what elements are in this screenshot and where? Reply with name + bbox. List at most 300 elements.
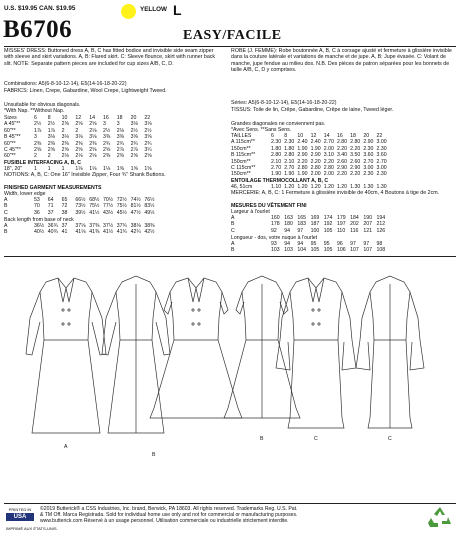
table-cell: 3.00 (376, 165, 387, 172)
table-cell: 180 (284, 221, 293, 228)
row-label: 150cm** (231, 145, 251, 152)
table-cell: 2.80 (284, 152, 295, 159)
row-label: B (4, 229, 8, 236)
table-cell: 97 (297, 227, 304, 234)
table-cell: 116 (350, 227, 359, 234)
table-cell: 2⅞ (130, 147, 138, 154)
row-label: 60"** (4, 153, 16, 160)
table-cell: 2⅜ (47, 140, 56, 147)
en-width-table (4, 197, 158, 216)
table-cell: 2⅝ (47, 147, 56, 154)
table-cell: 2.20 (336, 171, 348, 178)
table-cell: 2½ (102, 127, 111, 134)
table-cell: 2⅜ (102, 153, 111, 160)
table-row (4, 153, 158, 159)
table-cell: 104 (297, 247, 307, 254)
table-cell: 103 (271, 247, 280, 254)
table-cell: 2⅞ (116, 147, 124, 154)
fr-size: 22 (376, 133, 383, 139)
table-cell: 169 (310, 215, 320, 221)
table-cell: 3.50 (350, 152, 361, 159)
table-cell: 2.30 (284, 139, 295, 146)
table-cell: 2.70 (271, 165, 282, 172)
table-cell: 2⅝ (34, 147, 42, 154)
table-cell: 3⅝ (130, 134, 138, 141)
dress-a-back-drawing (102, 276, 170, 433)
table-row (4, 229, 158, 235)
table-cell: 97 (363, 241, 370, 247)
table-cell: 2.80 (323, 165, 334, 172)
table-cell: 2⅝ (61, 121, 69, 128)
table-cell: 3⅛ (61, 134, 69, 141)
table-cell: 72½ (116, 197, 127, 203)
en-size: 14 (89, 115, 95, 121)
en-size: 20 (130, 115, 137, 121)
en-back-table (4, 223, 158, 236)
fr-size: 8 (284, 133, 288, 139)
table-cell: 37½ (102, 223, 114, 229)
table-cell: 2¾ (144, 140, 152, 147)
table-cell: 2.60 (350, 158, 361, 165)
recycle-icon (428, 506, 452, 528)
en-size: 22 (144, 115, 151, 121)
table-cell: 105 (310, 247, 320, 254)
table-cell: 2.70 (363, 158, 374, 165)
table-cell: 2⅝ (89, 147, 97, 154)
fr-yardage-table (231, 133, 390, 178)
size-letter: L (173, 2, 182, 18)
fr-size: 12 (310, 133, 317, 139)
table-cell: 1⅞ (34, 127, 42, 134)
yellow-dot-icon (121, 4, 136, 19)
table-cell: 2.90 (336, 165, 348, 172)
table-cell: 93 (271, 241, 277, 247)
table-cell: 2.60 (336, 158, 348, 165)
table-cell: 94 (284, 227, 290, 234)
en-size: 6 (34, 115, 37, 121)
table-cell: 2 (34, 153, 37, 160)
row-label: B 115cm** (231, 152, 256, 159)
table-cell: 2.80 (336, 139, 348, 146)
en-notions: NOTIONS: A, B, C: One 16" Invisible Zipper, Four ¾" Shank Buttons. (4, 172, 166, 178)
row-label: A 115cm** (231, 139, 255, 146)
table-cell: 2⅛ (116, 127, 124, 134)
table-cell: 2.00 (310, 171, 321, 178)
en-description: MISSES' DRESS: Buttoned dress A, B, C has fitted bodice and invisible side seam zipper with sleeve and skirt variations. A, B: Flared skirt. C: Sleeve flounce, skirt with runner back slit. NOTE: Separate pattern pieces are included for cup sizes A/B, C, D. (4, 48, 216, 67)
row-label: 60"** (4, 140, 16, 147)
row-label: B 45"** (4, 134, 21, 141)
table-cell: 2⅜ (75, 140, 83, 147)
table-cell: 107 (350, 247, 359, 254)
table-cell: 71 (47, 203, 54, 210)
table-cell: 96 (336, 241, 343, 247)
table-cell: 2.80 (350, 139, 361, 146)
table-cell: 3¼ (144, 147, 152, 154)
table-cell: 2½ (47, 121, 56, 128)
table-cell: 2.20 (323, 158, 334, 165)
table-cell: 2¾ (130, 140, 138, 147)
table-cell: 2⅜ (89, 140, 97, 147)
table-cell: 3.60 (376, 152, 387, 159)
table-cell: 41⅜ (89, 229, 100, 236)
table-cell: 70 (34, 203, 40, 210)
table-cell: 2.90 (297, 152, 308, 159)
table-cell: 41⅛ (75, 229, 86, 236)
row-label: B (231, 221, 235, 228)
table-cell: 103 (284, 247, 293, 254)
table-cell: 1 (61, 166, 65, 172)
table-cell: 163 (284, 215, 293, 221)
fr-combinations: Séries: A5(6-8-10-12-14), E5(14-16-18-20-22) (231, 100, 337, 106)
table-cell: 3⅛ (75, 134, 83, 141)
en-unsuitable: Unsuitable for obvious diagonals. (4, 102, 81, 108)
table-row (231, 228, 390, 234)
view-label-a: A (64, 444, 68, 450)
table-cell: 105 (323, 227, 333, 234)
en-finished-title: FINISHED GARMENT MEASUREMENTS (4, 185, 102, 191)
table-cell: 73½ (75, 203, 86, 210)
row-label: A (4, 223, 8, 229)
table-cell: 38⅜ (144, 223, 155, 229)
row-label: 60"** (4, 127, 16, 134)
dress-c-back-drawing (356, 276, 424, 428)
en-size: 12 (75, 115, 82, 121)
en-size: 18 (116, 115, 123, 121)
footer-line-3: www.butterick.com Réservé à un usage personnel. Utilisation commerciale ou industrielle strictement interdite. (40, 518, 289, 524)
fr-size: 16 (336, 133, 343, 139)
fr-nap-note: *Avec Sens. **Sans Sens. (231, 127, 292, 133)
table-cell: 40¾ (47, 229, 58, 236)
fr-finished-title: MESURES DU VÊTEMENT FINI (231, 203, 307, 209)
fr-size: 10 (297, 133, 304, 139)
row-label: 46, 51cm (231, 184, 253, 190)
table-cell: 41¾ (116, 229, 127, 236)
table-cell: 1⅞ (47, 127, 56, 134)
table-cell: 64 (47, 197, 54, 203)
technical-drawings (0, 258, 460, 476)
table-cell: 36½ (34, 223, 45, 229)
table-cell: 2⅛ (89, 127, 97, 134)
table-cell: 1.90 (297, 171, 308, 178)
table-cell: 75½ (89, 203, 100, 210)
table-cell: 47½ (130, 209, 141, 216)
table-cell: 2.70 (376, 158, 387, 165)
table-cell: 1.90 (284, 171, 295, 178)
row-label: 150cm** (231, 171, 251, 178)
table-cell: 2.20 (310, 158, 321, 165)
table-cell: 3.00 (376, 139, 387, 146)
table-cell: 40½ (34, 229, 45, 236)
footer-line-2: & TM Off. Marca Registrada. Sold for individual home use only and not for commercial or manufacturing purposes. (40, 512, 298, 518)
table-cell: 2.40 (310, 139, 321, 146)
table-cell: 3⅛ (130, 121, 138, 128)
table-cell: 2.30 (271, 139, 282, 146)
table-cell: 165 (297, 215, 307, 221)
table-cell: 1.20 (297, 184, 308, 190)
table-cell: 2.10 (271, 158, 282, 165)
table-cell: 1.30 (376, 184, 387, 190)
row-label: A (231, 241, 235, 247)
table-cell: 1.80 (271, 145, 282, 152)
table-cell: 194 (376, 215, 386, 221)
row-label: A (231, 215, 235, 221)
dress-c-front-drawing (276, 278, 356, 428)
view-label-c-front: C (314, 436, 318, 442)
table-cell: 70½ (102, 197, 114, 203)
table-cell: 190 (363, 215, 372, 221)
table-cell: 1.30 (350, 184, 361, 190)
table-cell: 2⅝ (144, 153, 152, 160)
table-cell: 110 (336, 227, 346, 234)
table-cell: 49½ (144, 209, 155, 216)
fr-fabrics: TISSUS: Toile de lin, Crêpe, Gabardine, Crêpe de laine, Tweed léger. (231, 107, 394, 113)
table-cell: 42¼ (130, 229, 141, 236)
table-cell: 2.90 (310, 152, 321, 159)
table-cell: 95 (310, 241, 317, 247)
table-cell: 39½ (75, 209, 86, 216)
table-cell: 83½ (144, 203, 155, 210)
table-cell: 187 (310, 221, 320, 228)
table-cell: 72 (61, 203, 68, 210)
table-cell: 212 (376, 221, 386, 228)
table-cell: 41½ (89, 209, 100, 216)
table-cell: 1.90 (271, 171, 282, 178)
table-cell: 3⅝ (144, 134, 152, 141)
header-divider (4, 46, 456, 47)
pattern-number: B6706 (3, 16, 73, 43)
fr-notions: MERCERIE: A, B, C: 1 Fermeture à glissière invisible de 40cm, 4 Boutons à tige de 2cm. (231, 190, 440, 196)
table-cell: 183 (297, 221, 307, 228)
table-cell: 1.20 (310, 184, 321, 190)
view-label-b-back: B (260, 436, 264, 442)
table-cell: 3⅜ (116, 134, 124, 141)
table-cell: 3 (34, 134, 37, 141)
table-cell: 2¾ (102, 140, 111, 147)
table-cell: 41 (61, 229, 68, 236)
table-row (231, 247, 390, 253)
row-label: C 45"** (4, 147, 21, 154)
row-label: 150cm** (231, 158, 251, 165)
table-cell: 2⅜ (61, 140, 69, 147)
table-cell: 2¾ (116, 140, 124, 147)
table-cell: 106 (336, 247, 346, 254)
table-cell: 38⅛ (130, 223, 141, 229)
table-cell: 74½ (130, 197, 141, 203)
row-label: C (4, 209, 8, 216)
table-cell: 2⅛ (75, 153, 83, 160)
fr-size: 18 (350, 133, 356, 139)
row-label: B (4, 203, 8, 210)
table-cell: 2.30 (363, 171, 374, 178)
table-cell: 36¾ (47, 223, 58, 229)
fr-back-label: Longueur - dos, votre nuque à l'ourlet (231, 235, 318, 241)
table-cell: 43½ (102, 209, 114, 216)
table-cell: 2⅝ (75, 147, 83, 154)
table-cell: 94 (284, 241, 290, 247)
table-cell: 2.20 (350, 145, 361, 152)
table-cell: 76½ (144, 197, 155, 203)
table-cell: 2⅝ (130, 153, 138, 160)
footer-line-1: ©2019 Butterick® a CSS Industries, Inc. brand, Berwick, PA 18603. All rights reserved. Trademarks Reg. U.S. Pat. (40, 506, 298, 512)
table-cell: 100 (310, 227, 320, 234)
table-cell: 66½ (75, 197, 86, 203)
table-cell: 107 (363, 247, 372, 254)
table-cell: 178 (271, 221, 280, 228)
table-cell: 2⅝ (102, 147, 111, 154)
fr-size: 20 (363, 133, 370, 139)
table-cell: 126 (376, 227, 386, 234)
table-cell: 37⅛ (75, 223, 86, 229)
table-row (4, 210, 158, 216)
row-label: B (231, 247, 235, 254)
table-cell: 2⅜ (34, 140, 42, 147)
table-cell: 1.10 (271, 184, 282, 190)
table-cell: 77½ (102, 203, 114, 210)
view-label-b-front: B (152, 452, 156, 458)
price-line: U.S. $19.95 CAN. $19.95 (4, 5, 76, 12)
table-cell: 2.70 (284, 165, 295, 172)
table-cell: 3 (102, 121, 106, 128)
table-cell: 1⅝ (116, 166, 124, 172)
usa-label: USA (6, 513, 34, 521)
printed-in-label: PRINTED IN (8, 507, 32, 512)
color-label: YELLOW (140, 6, 167, 13)
table-cell: 2½ (34, 121, 42, 128)
en-back-label: Back length from base of neck (4, 217, 74, 223)
table-cell: 1⅛ (75, 166, 83, 172)
table-cell: 2.30 (376, 145, 387, 152)
row-label: C 115cm** (231, 165, 256, 172)
fr-sizes-label: TAILLES (231, 133, 252, 139)
footer-divider (4, 503, 456, 504)
table-cell: 2⅝ (75, 121, 83, 128)
table-cell: 174 (323, 215, 333, 221)
view-label-c-back: C (388, 436, 392, 442)
table-cell: 1⅛ (102, 166, 111, 172)
fr-unsuitable: Grandes diagonales ne conviennent pas. (231, 121, 326, 127)
fr-description: ROBE (J. FEMME): Robe boutonnée A, B, C à corsage ajusté et fermeture à glissière invisible dans la couture latérale et variations de manche et de jupe. A, B: Jupe évasée. C: Volant de manche, jupe fendue au milieu dos. N.B. Des pièces de patron séparées pour les bonnets de taille A/B, C, D y comprises. (231, 48, 452, 74)
table-cell: 3⅛ (144, 121, 152, 128)
fr-back-rows (231, 241, 390, 254)
table-cell: 2.80 (271, 152, 282, 159)
dress-b-front-drawing (150, 278, 242, 418)
table-cell: 2.20 (297, 158, 308, 165)
en-size: 10 (61, 115, 68, 121)
table-cell: 97 (350, 241, 356, 247)
table-cell: 197 (336, 221, 346, 228)
table-cell: 41½ (102, 229, 114, 236)
table-cell: 2½ (130, 127, 138, 134)
table-cell: 1.30 (363, 184, 374, 190)
table-cell: 2.20 (336, 145, 348, 152)
table-cell: 3⅜ (102, 134, 111, 141)
table-cell: 2.70 (323, 139, 334, 146)
fr-yardage-rows (231, 139, 390, 177)
table-cell: 105 (323, 247, 333, 254)
illustrations-divider (4, 256, 456, 257)
table-cell: 1.80 (284, 145, 295, 152)
table-cell: 2.80 (297, 165, 308, 172)
table-cell: 37¾ (116, 223, 127, 229)
en-size: 16 (102, 115, 109, 121)
table-cell: 2.00 (323, 145, 334, 152)
table-cell: 2⅛ (61, 153, 69, 160)
table-cell: 2.30 (363, 145, 374, 152)
table-cell: 2½ (144, 127, 152, 134)
en-sizes-label: Sizes (4, 115, 17, 121)
table-cell: 184 (350, 215, 359, 221)
en-fabrics: FABRICS: Linen, Crepe, Gabardine, Wool Crepe, Lightweight Tweed. (4, 88, 167, 94)
table-cell: 3.00 (363, 165, 374, 172)
table-cell: 98 (376, 241, 383, 247)
table-cell: 1 (47, 166, 51, 172)
table-cell: 37 (61, 223, 68, 229)
table-cell: 2⅜ (116, 153, 124, 160)
en-width-rows (4, 197, 158, 216)
row-label: A 45"** (4, 121, 21, 128)
table-cell: 192 (323, 221, 333, 228)
table-cell: 37 (47, 209, 54, 216)
table-cell: 1⅝ (130, 166, 138, 172)
table-cell: 121 (363, 227, 372, 234)
table-cell: 68½ (89, 197, 100, 203)
table-cell: 179 (336, 215, 346, 221)
row-label: C (231, 227, 235, 234)
printed-in-usa-badge (6, 507, 34, 521)
table-cell: 2.90 (363, 139, 374, 146)
table-cell: 94 (297, 241, 304, 247)
en-yardage-table (4, 115, 158, 160)
table-cell: 38 (61, 209, 68, 216)
fr-back-table (231, 241, 390, 254)
table-cell: 1.90 (297, 145, 308, 152)
en-combinations: Combinations: A5(6-8-10-12-14), E5(14-16-18-20-22) (4, 81, 127, 87)
table-cell: 2.20 (350, 171, 361, 178)
table-row (231, 152, 390, 158)
table-cell: 2⅝ (89, 121, 97, 128)
fr-width-label: Largeur à l'ourlet (231, 209, 270, 215)
table-cell: 202 (350, 221, 359, 228)
table-cell: 1⅛ (89, 166, 97, 172)
difficulty: EASY/FACILE (183, 28, 282, 43)
table-cell: 75½ (116, 203, 127, 210)
table-cell: 2 (75, 127, 79, 134)
fr-width-rows (231, 215, 390, 234)
table-cell: 2.90 (350, 165, 361, 172)
table-cell: 36 (34, 209, 40, 216)
table-cell: 2.40 (297, 139, 308, 146)
table-cell: 2.00 (323, 171, 334, 178)
fr-width-table (231, 215, 390, 234)
table-cell: 2.30 (376, 171, 387, 178)
fr-size: 14 (323, 133, 330, 139)
table-cell: 42½ (144, 229, 155, 236)
table-cell: 2 (47, 153, 51, 160)
table-cell: 2.10 (284, 158, 295, 165)
table-cell: 108 (376, 247, 386, 254)
en-interfacing-title: FUSIBLE INTERFACING A, B, C (4, 160, 82, 166)
table-cell: 3.40 (336, 152, 348, 159)
table-cell: 160 (271, 215, 280, 221)
en-width-label: Width, lower edge (4, 191, 46, 197)
row-label: A (4, 197, 8, 203)
table-cell: 1.90 (310, 145, 321, 152)
en-size: 8 (47, 115, 51, 121)
table-cell: 3⅛ (47, 134, 56, 141)
table-cell: 65 (61, 197, 68, 203)
table-row (231, 139, 390, 145)
printed-fr-label: IMPRIMÉ AUX ÉTATS-UNIS. (6, 526, 58, 531)
